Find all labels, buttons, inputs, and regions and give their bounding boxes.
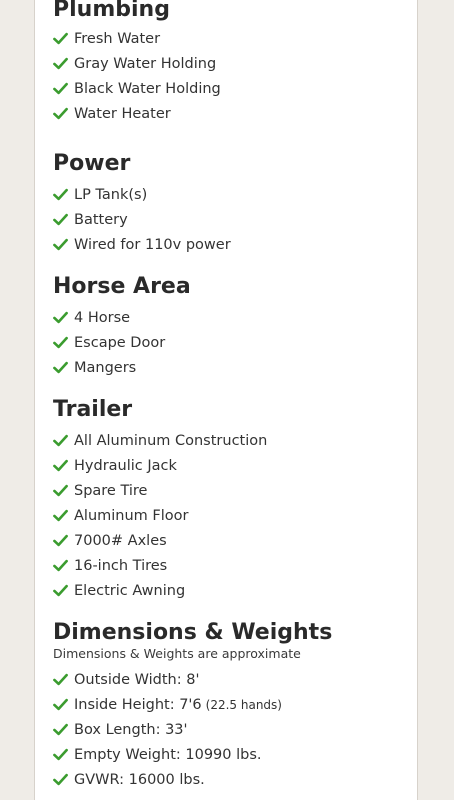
check-icon [53, 484, 68, 497]
trailer-list [53, 428, 413, 603]
check-icon [53, 336, 68, 349]
list-item-label: Escape Door [74, 334, 166, 351]
check-icon [53, 238, 68, 251]
spec-card [34, 0, 418, 800]
check-icon [53, 723, 68, 736]
list-item-label: Fresh Water [74, 30, 161, 47]
check-icon [53, 32, 68, 45]
list-item [53, 767, 413, 792]
list-item-label: Empty Weight: 10990 lbs. [74, 746, 262, 763]
section-plumbing [53, 2, 413, 126]
check-icon [53, 673, 68, 686]
list-item [53, 692, 413, 717]
list-item [53, 503, 413, 528]
check-icon [53, 559, 68, 572]
list-item-label: Wired for 110v power [74, 236, 231, 253]
list-item [53, 428, 413, 453]
list-item-label: Gray Water Holding [74, 55, 217, 72]
list-item [53, 305, 413, 330]
horse-area-list [53, 305, 413, 380]
list-item [53, 232, 413, 257]
list-item-label: 4 Horse [74, 309, 131, 326]
list-item [53, 553, 413, 578]
check-icon [53, 509, 68, 522]
check-icon [53, 188, 68, 201]
list-item-label: Aluminum Floor [74, 507, 189, 524]
check-icon [53, 82, 68, 95]
dimensions-list [53, 667, 413, 792]
list-item-label: Spare Tire [74, 482, 148, 499]
list-item-label: Water Heater [74, 105, 171, 122]
section-title-plumbing: Plumbing [53, 0, 170, 22]
plumbing-list [53, 26, 413, 126]
list-item [53, 51, 413, 76]
list-item [53, 182, 413, 207]
section-horse-area [53, 273, 413, 380]
list-item-label: LP Tank(s) [74, 186, 148, 203]
list-item-label: Mangers [74, 359, 137, 376]
list-item [53, 453, 413, 478]
list-item-label: Box Length: 33' [74, 721, 188, 738]
list-item-label: Hydraulic Jack [74, 457, 177, 474]
section-dimensions-weights [53, 619, 413, 792]
list-item-label: 7000# Axles [74, 532, 167, 549]
list-item [53, 717, 413, 742]
check-icon [53, 213, 68, 226]
section-trailer [53, 396, 413, 603]
check-icon [53, 584, 68, 597]
section-title-trailer: Trailer [53, 397, 133, 422]
inside-height-hands: (22.5 hands) [205, 697, 282, 712]
section-power [53, 150, 413, 257]
check-icon [53, 434, 68, 447]
list-item [53, 330, 413, 355]
list-item [53, 101, 413, 126]
list-item [53, 742, 413, 767]
list-item [53, 207, 413, 232]
section-title-horse-area: Horse Area [53, 274, 191, 299]
check-icon [53, 459, 68, 472]
list-item [53, 578, 413, 603]
list-item-label: Electric Awning [74, 582, 186, 599]
section-title-dimensions-weights: Dimensions & Weights [53, 620, 333, 645]
list-item [53, 528, 413, 553]
check-icon [53, 698, 68, 711]
list-item-label: All Aluminum Construction [74, 432, 268, 449]
check-icon [53, 534, 68, 547]
check-icon [53, 773, 68, 786]
check-icon [53, 748, 68, 761]
list-item-label: 16-inch Tires [74, 557, 168, 574]
list-item [53, 26, 413, 51]
check-icon [53, 57, 68, 70]
list-item-label: Battery [74, 211, 128, 228]
list-item-label: Black Water Holding [74, 80, 221, 97]
power-list [53, 182, 413, 257]
check-icon [53, 361, 68, 374]
list-item [53, 667, 413, 692]
check-icon [53, 107, 68, 120]
section-title-power: Power [53, 151, 131, 176]
list-item-label: GVWR: 16000 lbs. [74, 771, 205, 788]
list-item-label: Outside Width: 8' [74, 671, 200, 688]
section-note: Dimensions & Weights are approximate [53, 646, 301, 661]
check-icon [53, 311, 68, 324]
list-item-label: Inside Height: 7'6 [74, 696, 202, 713]
list-item [53, 76, 413, 101]
list-item [53, 478, 413, 503]
list-item [53, 355, 413, 380]
